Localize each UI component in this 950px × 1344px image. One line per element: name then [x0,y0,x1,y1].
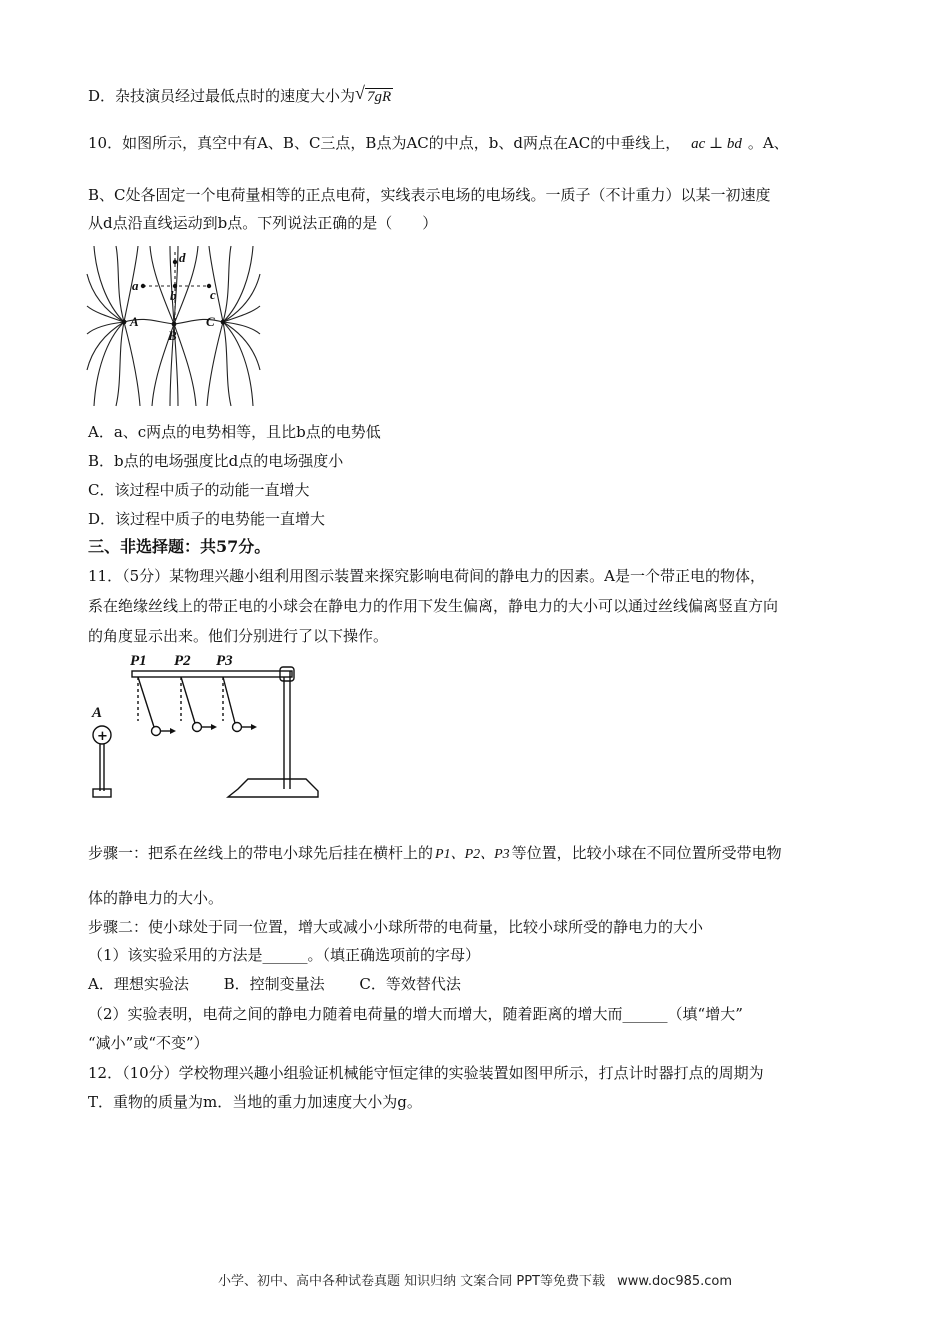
q12-line-2: T．重物的质量为m．当地的重力加速度大小为g。 [88,1093,422,1111]
apparatus-figure [88,651,324,801]
label-p1: P1 [130,653,147,669]
q10-line-3: 从d点沿直线运动到b点。下列说法正确的是（ ） [88,214,438,232]
plus-sign: + [97,729,108,744]
q11-subq-2-line-2: “减小”或“不变”） [88,1034,209,1052]
sqrt-expression: √ 7gR [355,83,392,105]
q10-option-a: A．a、c两点的电势相等，且比b点的电势低 [88,423,381,441]
label-p2: P2 [174,653,191,669]
q10-text-1: 10．如图所示，真空中有A、B、C三点，B点为AC的中点，b、d两点在AC的中垂线上， [88,134,681,152]
q10-text-1-end: 。A、 [747,134,789,152]
label-b: b [170,288,177,303]
q11-options: A．理想实验法 B．控制变量法 C．等效替代法 [88,975,461,993]
footer-url[interactable]: www.doc985.com [617,1274,733,1289]
label-A: A [130,314,139,329]
q11-line-2: 系在绝缘丝线上的带正电的小球会在静电力的作用下发生偏离，静电力的大小可以通过丝线偏离竖直方向 [88,597,779,615]
q10-line-2: B、C处各固定一个电荷量相等的正点电荷，实线表示电场的电场线。一质子（不计重力）以某一初速度 [88,186,771,204]
q11-subq-2-line-1: （2）实验表明，电荷之间的静电力随着电荷量的增大而增大，随着距离的增大而______（填“增大” [88,1005,743,1023]
q10-option-c: C．该过程中质子的动能一直增大 [88,481,310,499]
label-a: a [132,278,139,293]
label-charged-body-a: A [92,705,103,721]
q10-option-b: B．b点的电场强度比d点的电场强度小 [88,452,344,470]
step1-text: 步骤一：把系在丝线上的带电小球先后挂在横杆上的 [88,844,434,862]
step2-line: 步骤二：使小球处于同一位置，增大或减小小球所带的电荷量，比较小球所受的静电力的大小 [88,918,704,936]
step1-text-end: 等位置，比较小球在不同位置所受带电物 [511,844,782,862]
q9-option-d [88,83,393,107]
q11-subq-1: （1）该实验采用的方法是______。（填正确选项前的字母） [88,946,481,964]
step1-line-2: 体的静电力的大小。 [88,889,224,907]
step1-math: P1、P2、P3 [435,847,510,862]
q10-math: ac ⊥ bd [691,136,742,152]
electric-field-figure [86,244,261,409]
label-p3: P3 [216,653,233,669]
label-d: d [179,250,186,265]
q9-option-d-text: D．杂技演员经过最低点时的速度大小为 [88,87,356,105]
q12-line-1: 12．（10分）学校物理兴趣小组验证机械能守恒定律的实验装置如图甲所示，打点计时器打点的周期为 [88,1064,764,1082]
q10-option-d: D．该过程中质子的电势能一直增大 [88,510,326,528]
q10-line-1 [88,133,789,154]
q11-line-3: 的角度显示出来。他们分别进行了以下操作。 [88,627,389,645]
q11-line-1: 11．（5分）某物理兴趣小组利用图示装置来探究影响电荷间的静电力的因素。A是一个带正电的物体， [88,567,765,585]
label-B: B [168,328,177,343]
label-C: C [206,314,215,329]
label-c: c [210,287,216,302]
section-3-heading: 三、非选择题：共57分。 [88,537,271,556]
footer-text: 小学、初中、高中各种试卷真题 知识归纳 文案合同 PPT等免费下载 [217,1274,605,1289]
step1-line-1 [88,843,782,865]
sqrt-content: 7gR [367,89,392,105]
page-footer [0,1270,950,1289]
